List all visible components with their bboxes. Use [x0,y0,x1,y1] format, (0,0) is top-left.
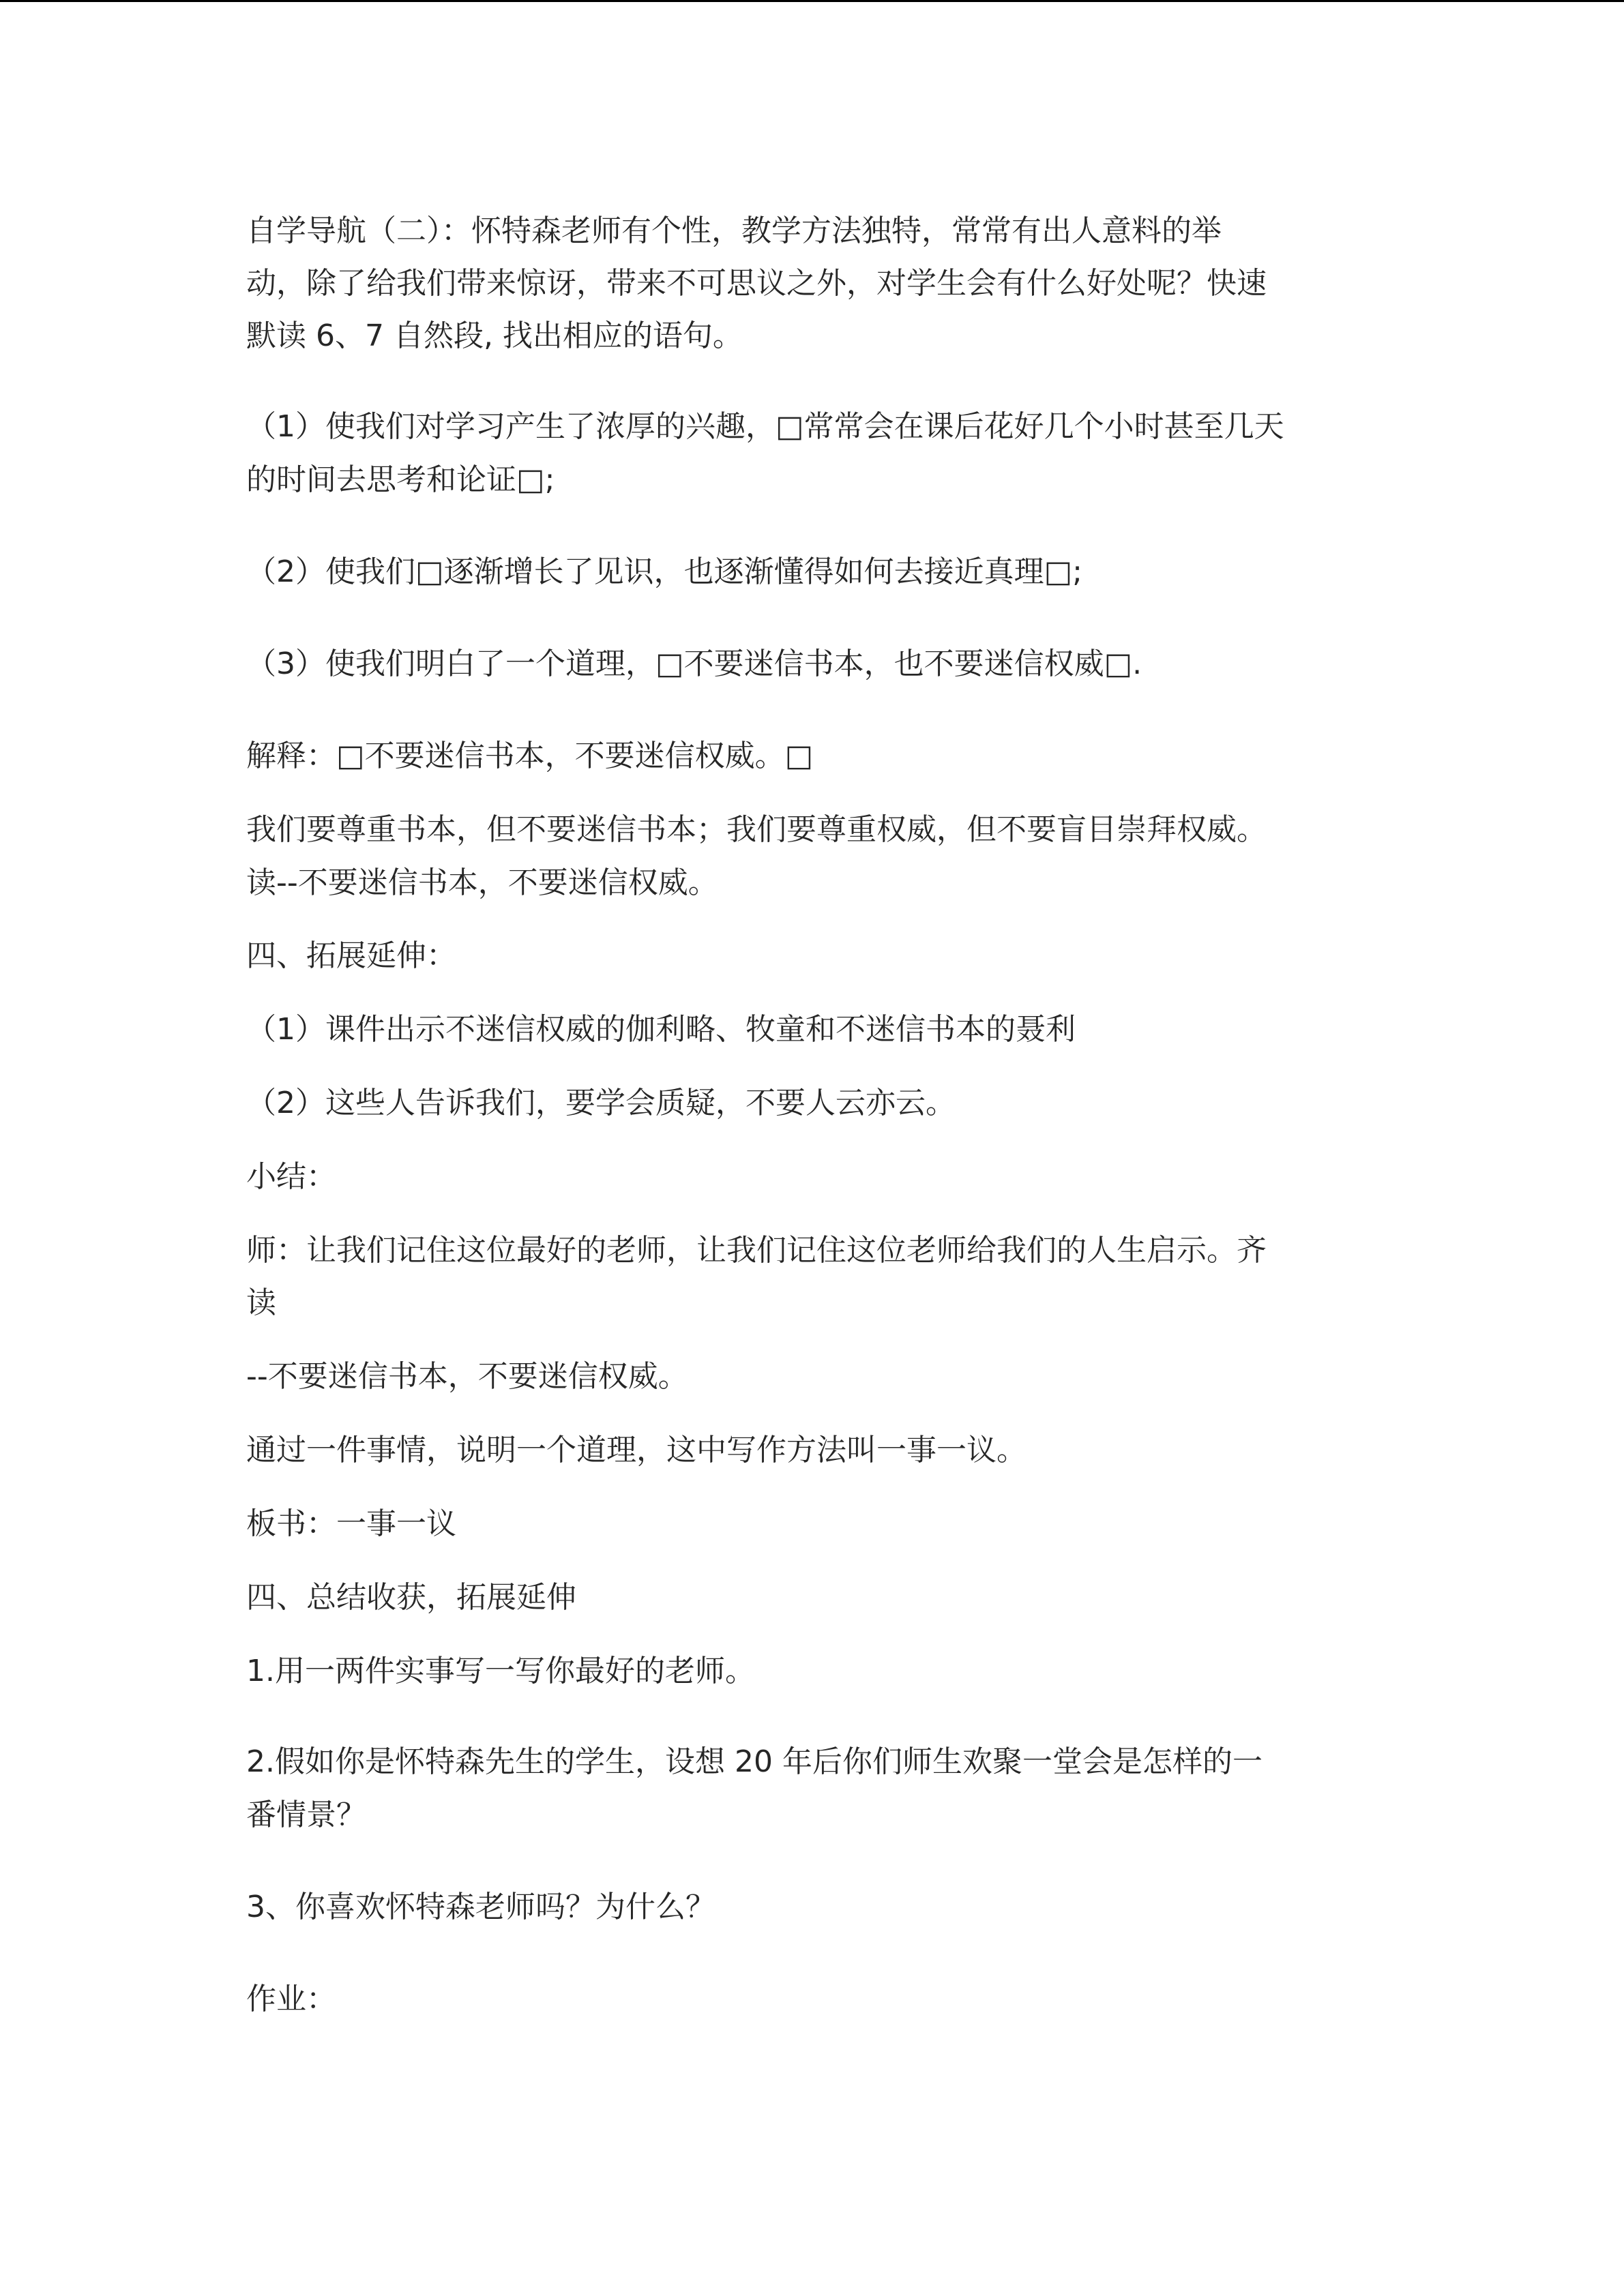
section-heading: 四、拓展延伸： [246,938,456,973]
section-heading: 作业： [246,1982,336,2016]
text-line: 板书：一事一议 [246,1506,456,1541]
text-line: 的时间去思考和论证□; [246,462,555,497]
text-line: 2.假如你是怀特森先生的学生，设想 20 年后你们师生欢聚一堂会是怎样的一 [246,1744,1263,1779]
text-line: 自学导航（二）：怀特森老师有个性，教学方法独特，常常有出人意料的举 [246,213,1222,248]
text-line: --不要迷信书本，不要迷信权威。 [246,1359,688,1394]
text-line: 通过一件事情，说明一个道理，这中写作方法叫一事一议。 [246,1433,1027,1467]
text-line: （3）使我们明白了一个道理，□不要迷信书本，也不要迷信权威□. [246,646,1142,681]
text-line: 师：让我们记住这位最好的老师，让我们记住这位老师给我们的人生启示。齐 [246,1233,1267,1268]
text-line: （2）这些人告诉我们，要学会质疑，不要人云亦云。 [246,1086,956,1120]
text-line: 番情景？ [246,1798,366,1832]
text-line: 解释：□不要迷信书本，不要迷信权威。□ [246,739,814,773]
text-line: 3、你喜欢怀特森老师吗？为什么？ [246,1890,715,1924]
text-line: 读 [246,1285,276,1320]
section-heading: 四、总结收获，拓展延伸 [246,1580,576,1615]
section-heading: 小结： [246,1159,336,1194]
text-line: （1）课件出示不迷信权威的伽利略、牧童和不迷信书本的聂利 [246,1012,1076,1047]
text-line: 动，除了给我们带来惊讶，带来不可思议之外，对学生会有什么好处呢？快速 [246,266,1267,301]
text-line: 1.用一两件实事写一写你最好的老师。 [246,1654,755,1688]
text-line: 读--不要迷信书本，不要迷信权威。 [246,865,718,900]
text-line: （2）使我们□逐渐增长了见识，也逐渐懂得如何去接近真理□; [246,554,1082,589]
text-line: （1）使我们对学习产生了浓厚的兴趣，□常常会在课后花好几个小时甚至几天 [246,409,1284,444]
text-line: 默读 6、7 自然段, 找出相应的语句。 [246,318,743,353]
text-line: 我们要尊重书本，但不要迷信书本；我们要尊重权威，但不要盲目崇拜权威。 [246,812,1267,847]
